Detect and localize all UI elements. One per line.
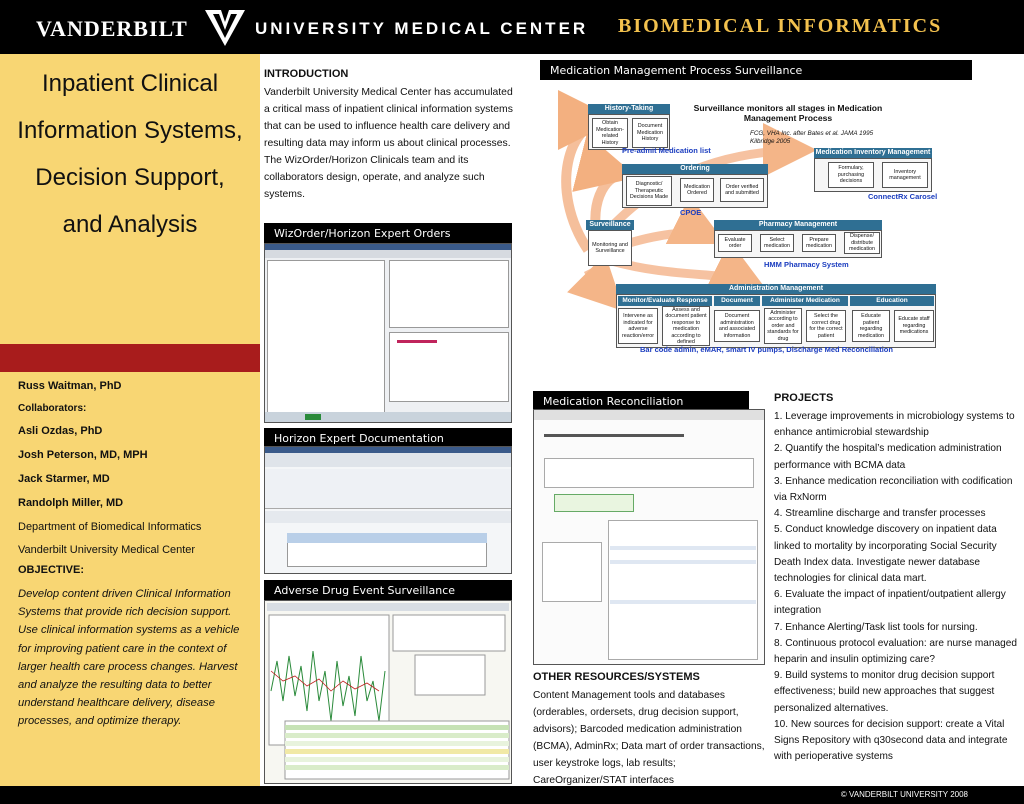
org-name: VANDERBILT [36, 16, 188, 41]
wizorder-section-bar: WizOrder/Horizon Expert Orders [264, 223, 512, 243]
list-item: 7. Enhance Alerting/Task list tools for nursing. [774, 621, 978, 633]
hmm-label: HMM Pharmacy System [764, 260, 849, 269]
administer-box: Administer according to order and standards for drug [764, 308, 802, 344]
pharmacy-head: Pharmacy Management [714, 220, 882, 230]
red-divider [0, 344, 260, 372]
inventory-head: Medication Inventory Management [815, 149, 931, 156]
list-item: 2. Quantify the hospital’s medication administration performance with BCMA data [774, 443, 1002, 471]
collaborator: Asli Ozdas, PhD [18, 425, 103, 437]
education-head: Education [850, 296, 934, 306]
list-item: 3. Enhance medication reconciliation with codification via RxNorm [774, 475, 1013, 504]
pharmacy-box: Evaluate order [718, 234, 752, 252]
education-box: Educate patient regarding medication [852, 310, 890, 342]
inventory-box: Inventory management [882, 162, 928, 188]
preadmit-label: Pre-admit Medication list [622, 146, 711, 155]
monitor-box: Intervene as indicated for adverse reaction/error [618, 308, 658, 344]
poster-title: Inpatient Clinical Information Systems, Decision Support, and Analysis [17, 70, 243, 238]
pharmacy-box: Select medication [760, 234, 794, 252]
administer-box: Select the correct drug for the correct patient [806, 310, 846, 342]
objective-text: Develop content driven Clinical Information Systems that provide rich decision support. Use clinical information systems as a vehicle for improving patient care in the context of larger health care process changes. Harvest and analyze the resulting data to better understand healthcare delivery, disease processes, and optimize therapy. [18, 588, 240, 728]
horizon-section-bar: Horizon Expert Documentation [264, 428, 512, 448]
connectrx-label: ConnectRx Carosel [868, 192, 938, 201]
center-name: UNIVERSITY MEDICAL CENTER [255, 19, 589, 38]
document-box: Document administration and associated information [714, 310, 760, 342]
admin-head: Administration Management [616, 284, 936, 294]
introduction-text: Vanderbilt University Medical Center has accumulated a critical mass of inpatient clinical information systems that can be used to influence health care delivery and resulting data may inform us about clinical processes. The WizOrder/Horizon Clinicals team and its collaborators design, operate, and analyze such systems. [264, 87, 513, 200]
department: Department of Biomedical Informatics [18, 521, 202, 533]
document-head: Document [714, 296, 760, 306]
footer [0, 786, 1024, 804]
collaborator: Jack Starmer, MD [18, 473, 110, 485]
list-item: 9. Build systems to monitor drug decision support effectiveness; build new approaches that suggest personalized alternatives. [774, 670, 995, 714]
history-taking-head: History-Taking [588, 104, 670, 114]
dept-name: BIOMEDICAL INFORMATICS [618, 15, 943, 37]
list-item: 8. Continuous protocol evaluation: are nurse managed heparin and insulin optimizing care? [774, 637, 1017, 666]
history-box: Document Medication History [632, 118, 668, 148]
monitor-box: Assess and document patient response to medication according to defined [662, 306, 710, 346]
medrec-screenshot [533, 409, 765, 665]
collaborators-label: Collaborators: [18, 403, 87, 414]
ordering-box: Order verified and submitted [720, 178, 764, 202]
history-box: Obtain Medication-related History [592, 118, 628, 148]
lead-author: Russ Waitman, PhD [18, 380, 122, 392]
list-item: 1. Leverage improvements in microbiology systems to enhance antimicrobial stewardship [774, 411, 1015, 439]
objective-heading: OBJECTIVE: [18, 564, 85, 576]
monitor-head: Monitor/Evaluate Response [618, 296, 712, 306]
inventory-box: Formulary, purchasing decisions [828, 162, 874, 188]
other-resources-text: Content Management tools and databases (orderables, ordersets, drug decision support, advisors); Barcoded medication administration (BCMA), AdminRx; Data mart of order transactions, user keystroke logs, lab results; CareOrganizer/STAT interfaces [533, 690, 765, 786]
cpoe-label: CPOE [680, 208, 702, 217]
medproc-section-bar: Medication Management Process Surveillance [540, 60, 972, 80]
ade-chart-graphic [265, 601, 511, 783]
list-item: 4. Streamline discharge and transfer processes [774, 508, 986, 520]
ade-section-bar: Adverse Drug Event Surveillance [264, 580, 512, 600]
vanderbilt-v-logo-icon [203, 8, 247, 48]
list-item: 10. New sources for decision support: create a Vital Signs Repository with q30second data and integrate with perioperative systems [774, 718, 1008, 763]
list-item: 5. Conduct knowledge discovery on inpatient data linked to mortality by incorporating Social Security Death Index data. Investigate newer database technologies for clinical data mart. [774, 524, 997, 585]
pharmacy-box: Dispense/ distribute medication [844, 232, 880, 254]
medication-process-diagram [528, 80, 1022, 360]
introduction-heading: INTRODUCTION [264, 68, 349, 80]
collaborator: Josh Peterson, MD, MPH [18, 449, 148, 461]
wizorder-screenshot [264, 243, 512, 423]
ordering-box: Diagnostic/ Therapeutic Decisions Made [626, 176, 672, 206]
ordering-head: Ordering [622, 164, 768, 174]
education-box: Educate staff regarding medications [894, 310, 934, 342]
poster-header [0, 0, 1024, 54]
copyright: © VANDERBILT UNIVERSITY 2008 [840, 790, 968, 799]
administer-head: Administer Medication [762, 296, 848, 306]
author-panel [0, 372, 260, 786]
other-resources-heading: OTHER RESOURCES/SYSTEMS [533, 671, 700, 683]
institution: Vanderbilt University Medical Center [18, 544, 196, 556]
medrec-section-bar: Medication Reconciliation [533, 391, 749, 411]
projects-heading: PROJECTS [774, 392, 834, 404]
ade-screenshot [264, 600, 512, 784]
projects-list [774, 409, 1018, 765]
pharmacy-box: Prepare medication [802, 234, 836, 252]
collaborator: Randolph Miller, MD [18, 497, 124, 509]
surveillance-head: Surveillance [586, 220, 634, 230]
ordering-box: Medication Ordered [680, 178, 714, 202]
list-item: 6. Evaluate the impact of inpatient/outpatient allergy integration [774, 589, 1006, 617]
surveillance-box: Monitoring and Surveillance [588, 230, 632, 266]
barcode-label: Bar code admin, eMAR, smart IV pumps, Discharge Med Reconciliation [640, 345, 893, 354]
horizon-screenshot [264, 446, 512, 574]
diagram-citation: FCG, VHA Inc. after Bates et al. JAMA 1995 Kilbridge 2005 [750, 130, 874, 145]
diagram-title: Surveillance monitors all stages in Medication Management Process [693, 103, 883, 123]
